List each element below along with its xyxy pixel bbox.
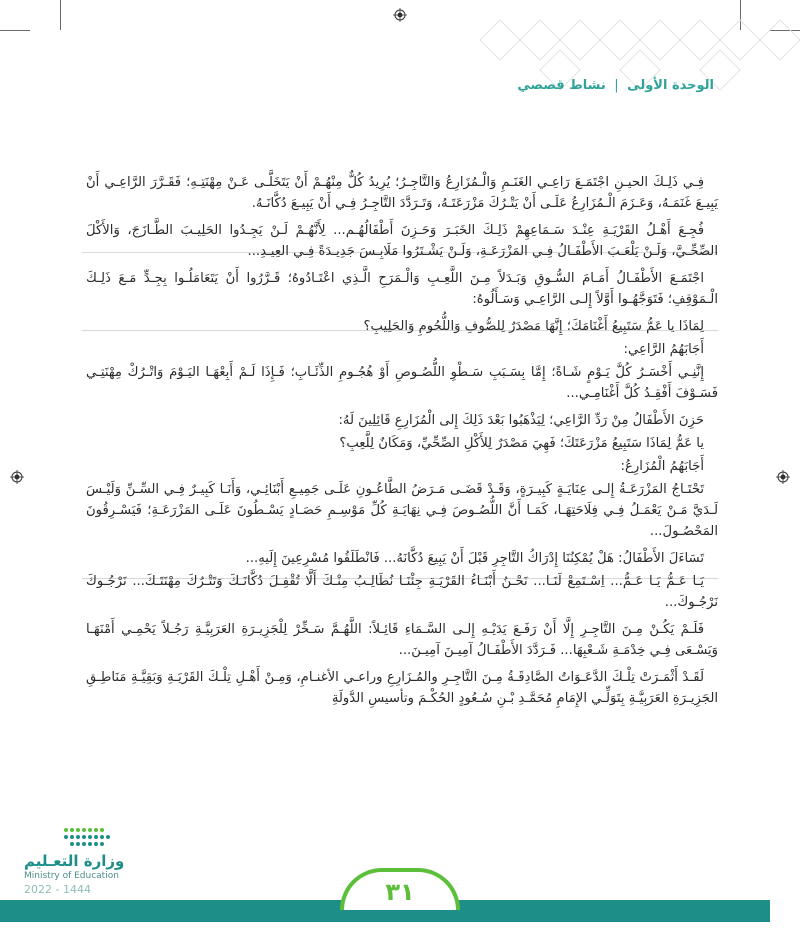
edition-year: 2022 - 1444	[24, 883, 91, 896]
page-number	[340, 868, 460, 910]
paragraph: تَسَاءَلَ الأَطْفَالُ: هَلْ يُمْكِنُنَا إِدْرَاكُ التَّاجِرِ قَبْلَ أَنْ يَبِيعَ دُكَّانَهُ... فَانْطَلَقُوا مُسْرِعِينَ إِلَيهِ...	[245, 551, 704, 566]
section-title: نشاط قصصي	[517, 78, 606, 93]
paragraph: لَقَـدْ أَثْمَـرَتْ تِلْـكَ الدَّعَـوَاتُ الصَّادِقَـةُ مِـنَ التَّاجِـرِ والمُـزَارِعِ وراعـي الأغنـامِ، وَمِـنْ أَهْـلِ تِلْـكَ القَرْيَـةِ وَبَقِيَّـةِ مَنَاطِـقِ الجَزِيـرَةِ العَرَبِيَّـةِ بِتَوَلِّـي الإِمَامِ مُحَمَّـدِ بْـنِ سُـعُودٍ الحُكْـمَ وتأسيسِ الدَّولَةِ	[86, 670, 718, 706]
crop-mark	[60, 0, 61, 30]
story-text	[86, 172, 718, 715]
paragraph: لِمَاذَا يا عَمُّ سَتَبِيعُ أَغْنَامَكَ؛ إِنَّهَا مَصْدَرٌ لِلصُّوفِ وَاللُّحُومِ وَالحَلِيبِ؟	[363, 319, 704, 334]
page-number-text: ٣١	[385, 878, 415, 906]
paragraph: فِـي ذَلِـكَ الحيـنِ اجْتَمَـعَ رَاعِـي الغَنَـمِ وَالْـمُزَارِعُ وَالتَّاجِـرُ؛ يُرِيدُ كُلٌّ مِنْهُـمْ أَنْ يَتَخَلَّـى عَـنْ مِهْنَتِـهِ؛ فَقَـرَّرَ الرَّاعِـي أَنْ يَبِيـعَ غَنَمَـهُ، وَعَـزَمَ الْـمُزَارِعُ عَلَـى أَنْ يَتْـرُكَ مَزْرَعَتَـهُ، وَتَـرَدَّدَ التَّاجِـرُ فِـي أَنْ يَبِيـعَ دُكَّانَـهُ.	[86, 175, 718, 211]
paragraph: فَلَـمْ يَكُـنْ مِـنَ التَّاجِـرِ إِلَّا أَنْ رَفَـعَ يَدَيْـهِ إِلـى السَّـمَاءِ قَائِـلاً: اللَّهُـمَّ سَـخِّرْ لِلْجَزِيـرَةِ العَرَبِيَّـةِ رَجُـلاً يَحْمِـي أَمْنَهَـا وَيَسْـعَى فِـي خِدْمَـةِ شَـعْبِهَا... فَـرَدَّدَ الأَطْفَـالُ آمِيـنَ آمِيـنَ...	[86, 622, 718, 658]
paragraph: أَجَابَهُمُ الْمُزَارِعُ:	[620, 459, 704, 474]
paragraph: إِنَّنِـي أَخْسَـرُ كُلَّ يَـوْمٍ شَـاةً؛ إِمَّا بِسَـبَبِ سَـطْوِ اللُّصُـوصِ أَوْ هُجُـومِ الذِّئَـابِ؛ فَـإِذَا لَـمْ أَبِعْهَـا اليَـوْمَ وَاتْـرُكْ مِهْنَتِـي فَسَـوْفَ أَفْقِـدُ كُلَّ أَغْنَامِـي...	[86, 365, 718, 401]
unit-title: الوحدة الأولى	[627, 78, 714, 93]
crop-mark	[0, 30, 30, 31]
header-separator: |	[614, 78, 619, 93]
paragraph: أَجَابَهُمُ الرَّاعِي:	[623, 342, 704, 357]
page-header	[517, 78, 714, 93]
paragraph: اجْتَمَـعَ الأَطْفَـالُ أَمَـامَ السُّـوقِ وَبَـدَلاً مِـنَ اللَّعِـبِ وَالْـمَرَحِ الَّـذِي اعْتَـادُوهُ؛ قَـرَّرُوا أَنْ يَتَعَامَلُـوا بِجِـدٍّ مَـعَ ذَلِـكَ الْـمَوْقِفِ؛ فَتَوَجَّهُـوا أَوَّلاً إِلـى الرَّاعِـي وَسَـأَلُوهُ:	[86, 271, 718, 307]
paragraph: يَـا عَـمُّ يَـا عَـمُّ... اِسْـتَمِعْ لَنَـا... نَحْـنُ أَبْنَـاءُ القَرْيَـةِ جِئْنَـا نُطَالِـبُ مِنْـكَ أَلَّا تُقْفِـلَ دُكَّانَـكَ وَتَتْـرُكَ مِهْنَتَـكَ... نَرْجُـوكَ نَرْجُـوكَ...	[86, 574, 718, 610]
ministry-name-english: Ministry of Education	[24, 871, 119, 881]
paragraph: تَحْتَـاجُ المَزْرَعَـةُ إِلـى عِنَايَـةٍ كَبِيـرَةٍ، وَقَـدْ قَضَـى مَـرَضُ الطَّاعُـونِ عَلَـى جَمِيـعِ أَبْنَائِـي، وَأَنَـا كَبِيـرٌ فِـي السِّـنِّ وَلَيْـسَ لَـدَيَّ مَـنْ يَعْمَـلُ فِـي فِلَاحَتِهَـا، كَمَـا أَنَّ اللُّصُـوصَ فِـي نِهَايَـةِ كُلِّ مَوْسِـمِ حَصَـادٍ يَسْـطُونَ عَلَـى المَزْرَعَـةِ؛ فَيَسْـرِقُونَ المَحْصُـولَ...	[86, 482, 718, 539]
ministry-logo-dots-icon	[62, 826, 122, 852]
paragraph: حَزِنَ الأَطْفَالُ مِنْ رَدِّ الرَّاعِي؛ لِيَذْهَبُوا بَعْدَ ذَلِكَ إِلى الْمُزَارِعِ قَائِلِينَ لَهُ:	[338, 413, 704, 428]
ministry-name-arabic: وزارة التعـليم	[24, 852, 125, 870]
ministry-logo	[24, 852, 144, 896]
registration-mark-icon	[776, 470, 790, 484]
paragraph: فُجِـعَ أَهْـلُ القَرْيَـةِ عِنْـدَ سَـمَاعِهِمْ ذَلِـكَ الخَبَـرَ وَحَـزِنَ أَطْفَالُهُـم... لِأَنَّهُـمْ لَـنْ يَجِـدُوا الحَلِيـبَ الطَّـازَجَ، وَالأَكْلَ الصِّحِّـيَّ، وَلَـنْ يَلْعَـبَ الأَطْفَـالُ فِـي المَزْرَعَـةِ، وَلَـنْ يَشْـتَرُوا مَلَابِـسَ جَدِيـدَةً فِـي العِيـدِ...	[86, 223, 718, 259]
registration-mark-icon	[393, 8, 407, 22]
registration-mark-icon	[10, 470, 24, 484]
paragraph: يا عَمُّ لِمَاذَا سَتَبِيعُ مَزْرَعَتَكَ؛ فَهِيَ مَصْدَرٌ لِلأَكْلِ الصِّحِّيِّ، وَمَكَانٌ لِلَّعِبِ؟	[339, 436, 704, 451]
